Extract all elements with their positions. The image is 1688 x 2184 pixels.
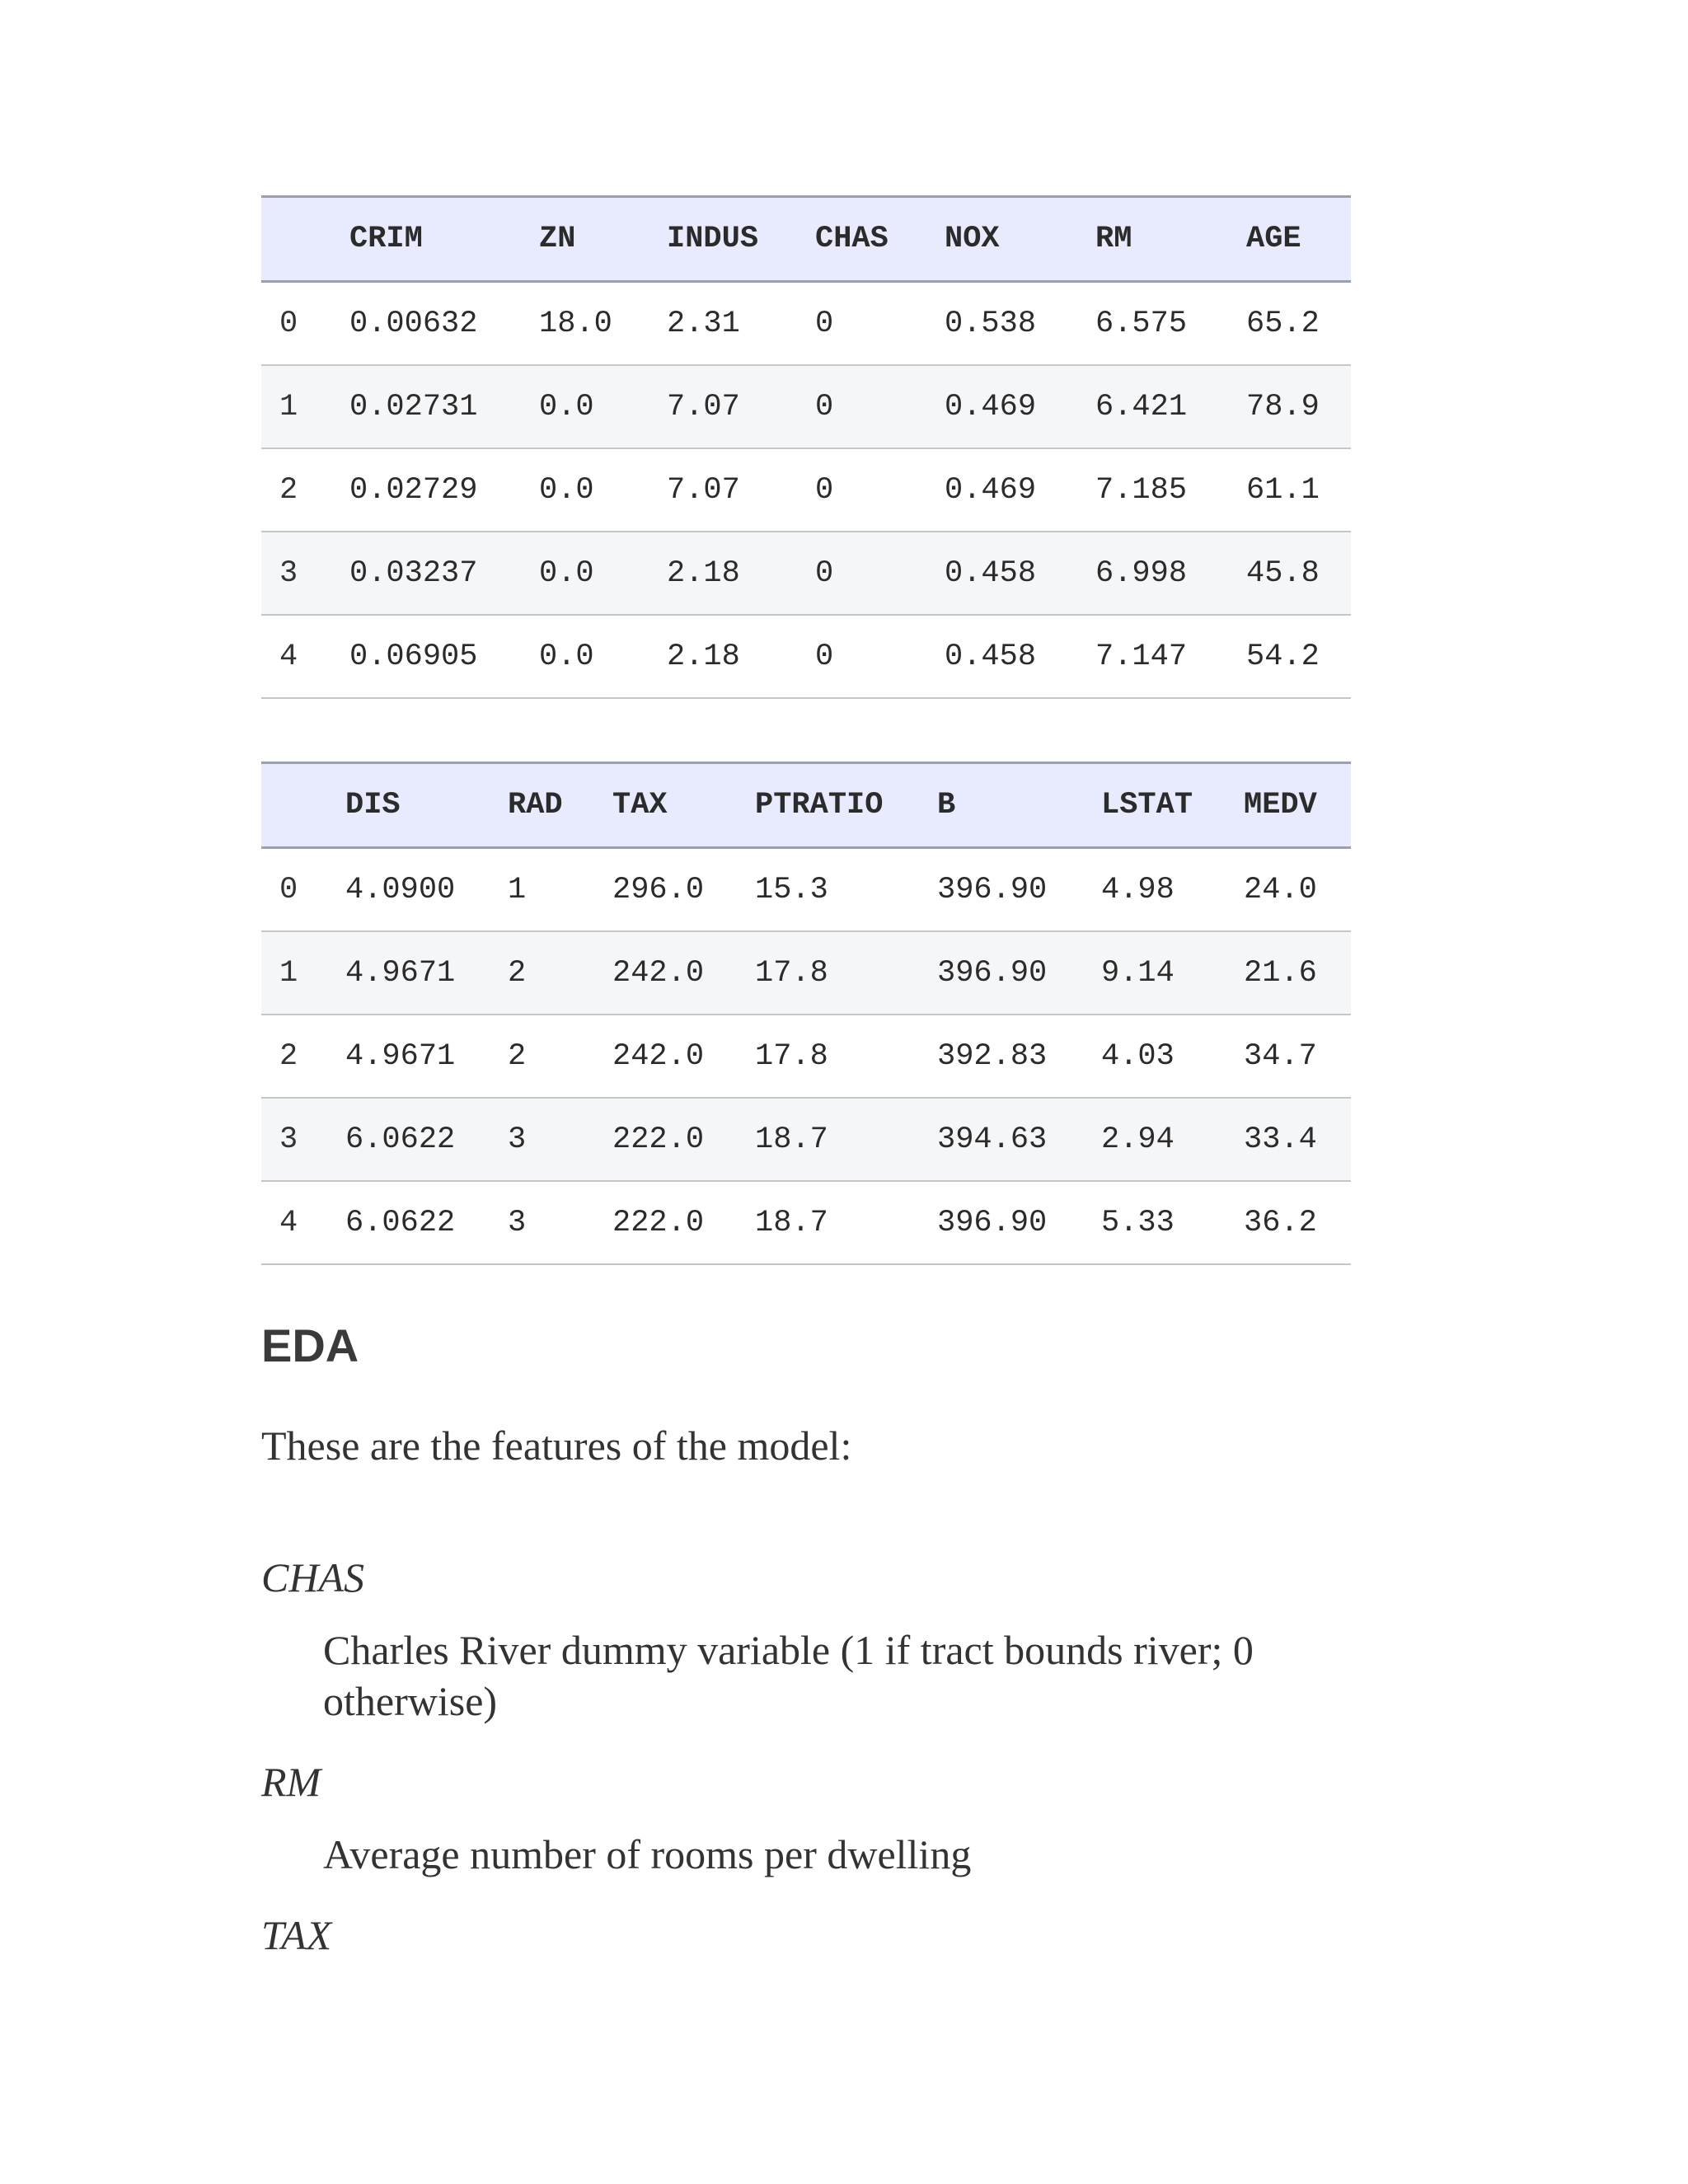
table-row: [261, 448, 1351, 532]
table-cell: 6.0622: [327, 1181, 490, 1264]
table-cell: 6.575: [1077, 282, 1228, 366]
table-cell: 396.90: [919, 931, 1083, 1015]
table-cell: 5.33: [1083, 1181, 1226, 1264]
column-header-tax: TAX: [594, 763, 737, 848]
column-header-chas: CHAS: [797, 197, 926, 282]
table-cell: 0.0: [521, 532, 649, 615]
table-cell: 0.00632: [331, 282, 521, 366]
table-row: [261, 931, 1351, 1015]
row-index: 4: [261, 615, 331, 698]
table-cell: 2: [490, 1015, 594, 1098]
table-row: [261, 532, 1351, 615]
dataframe-table-2: [261, 762, 1351, 1265]
table-cell: 0: [797, 365, 926, 448]
table-cell: 15.3: [737, 848, 919, 932]
table-cell: 33.4: [1226, 1098, 1351, 1181]
feature-description-rm: Average number of rooms per dwelling: [323, 1831, 972, 1877]
table-cell: 21.6: [1226, 931, 1351, 1015]
table-row: [261, 615, 1351, 698]
table-cell: 0: [797, 532, 926, 615]
table-cell: 0.0: [521, 448, 649, 532]
table-cell: 45.8: [1228, 532, 1351, 615]
table-cell: 0.06905: [331, 615, 521, 698]
table-cell: 0: [797, 282, 926, 366]
table-cell: 2.31: [649, 282, 797, 366]
table-cell: 0: [797, 448, 926, 532]
row-index: 1: [261, 931, 327, 1015]
table-cell: 54.2: [1228, 615, 1351, 698]
table-cell: 2.18: [649, 615, 797, 698]
column-header-zn: ZN: [521, 197, 649, 282]
table-row: [261, 282, 1351, 366]
table-cell: 0.02731: [331, 365, 521, 448]
table-cell: 0.0: [521, 365, 649, 448]
column-header-crim: CRIM: [331, 197, 521, 282]
table-cell: 18.0: [521, 282, 649, 366]
table-cell: 4.9671: [327, 1015, 490, 1098]
table-cell: 7.185: [1077, 448, 1228, 532]
column-header-b: B: [919, 763, 1083, 848]
table-cell: 0: [797, 615, 926, 698]
table-cell: 6.421: [1077, 365, 1228, 448]
feature-term-rm: RM: [261, 1759, 321, 1805]
index-header: [261, 197, 331, 282]
table-cell: 3: [490, 1181, 594, 1264]
column-header-ptratio: PTRATIO: [737, 763, 919, 848]
table-cell: 7.07: [649, 365, 797, 448]
table-header-row: [261, 197, 1351, 282]
row-index: 4: [261, 1181, 327, 1264]
table-row: [261, 365, 1351, 448]
row-index: 1: [261, 365, 331, 448]
table-cell: 396.90: [919, 1181, 1083, 1264]
table-cell: 0.0: [521, 615, 649, 698]
table-cell: 65.2: [1228, 282, 1351, 366]
table-cell: 0.538: [926, 282, 1077, 366]
table-cell: 2.94: [1083, 1098, 1226, 1181]
table-cell: 17.8: [737, 931, 919, 1015]
row-index: 0: [261, 282, 331, 366]
table-cell: 392.83: [919, 1015, 1083, 1098]
table-cell: 242.0: [594, 1015, 737, 1098]
section-heading: EDA: [261, 1319, 359, 1371]
table-cell: 0.469: [926, 448, 1077, 532]
table-cell: 0.458: [926, 532, 1077, 615]
row-index: 3: [261, 1098, 327, 1181]
column-header-age: AGE: [1228, 197, 1351, 282]
row-index: 3: [261, 532, 331, 615]
table-cell: 18.7: [737, 1098, 919, 1181]
table-cell: 1: [490, 848, 594, 932]
table-cell: 17.8: [737, 1015, 919, 1098]
row-index: 0: [261, 848, 327, 932]
table-cell: 9.14: [1083, 931, 1226, 1015]
column-header-indus: INDUS: [649, 197, 797, 282]
column-header-rad: RAD: [490, 763, 594, 848]
column-header-lstat: LSTAT: [1083, 763, 1226, 848]
table-cell: 0.469: [926, 365, 1077, 448]
table-cell: 4.0900: [327, 848, 490, 932]
table-cell: 36.2: [1226, 1181, 1351, 1264]
column-header-medv: MEDV: [1226, 763, 1351, 848]
column-header-dis: DIS: [327, 763, 490, 848]
table-row: [261, 1015, 1351, 1098]
table-cell: 6.0622: [327, 1098, 490, 1181]
table-cell: 61.1: [1228, 448, 1351, 532]
feature-term-chas: CHAS: [261, 1554, 364, 1601]
table-cell: 7.147: [1077, 615, 1228, 698]
dataframe-table-1: [261, 195, 1351, 699]
table-cell: 78.9: [1228, 365, 1351, 448]
index-header: [261, 763, 327, 848]
table-header-row: [261, 763, 1351, 848]
table-cell: 34.7: [1226, 1015, 1351, 1098]
feature-description-chas: Charles River dummy variable (1 if tract bounds river; 0 otherwise): [323, 1627, 1254, 1724]
table-cell: 222.0: [594, 1098, 737, 1181]
table-cell: 4.03: [1083, 1015, 1226, 1098]
table-row: [261, 1181, 1351, 1264]
table-cell: 3: [490, 1098, 594, 1181]
table-cell: 296.0: [594, 848, 737, 932]
table-cell: 0.02729: [331, 448, 521, 532]
table-cell: 242.0: [594, 931, 737, 1015]
table-cell: 6.998: [1077, 532, 1228, 615]
feature-term-tax: TAX: [261, 1912, 332, 1958]
table-cell: 0.03237: [331, 532, 521, 615]
table-cell: 4.98: [1083, 848, 1226, 932]
table-cell: 2: [490, 931, 594, 1015]
row-index: 2: [261, 1015, 327, 1098]
table-row: [261, 848, 1351, 932]
table-row: [261, 1098, 1351, 1181]
row-index: 2: [261, 448, 331, 532]
intro-paragraph: These are the features of the model:: [261, 1422, 852, 1469]
table-cell: 2.18: [649, 532, 797, 615]
table-cell: 0.458: [926, 615, 1077, 698]
table-cell: 4.9671: [327, 931, 490, 1015]
table-cell: 396.90: [919, 848, 1083, 932]
column-header-nox: NOX: [926, 197, 1077, 282]
table-cell: 18.7: [737, 1181, 919, 1264]
column-header-rm: RM: [1077, 197, 1228, 282]
table-cell: 222.0: [594, 1181, 737, 1264]
table-cell: 24.0: [1226, 848, 1351, 932]
table-cell: 394.63: [919, 1098, 1083, 1181]
table-cell: 7.07: [649, 448, 797, 532]
